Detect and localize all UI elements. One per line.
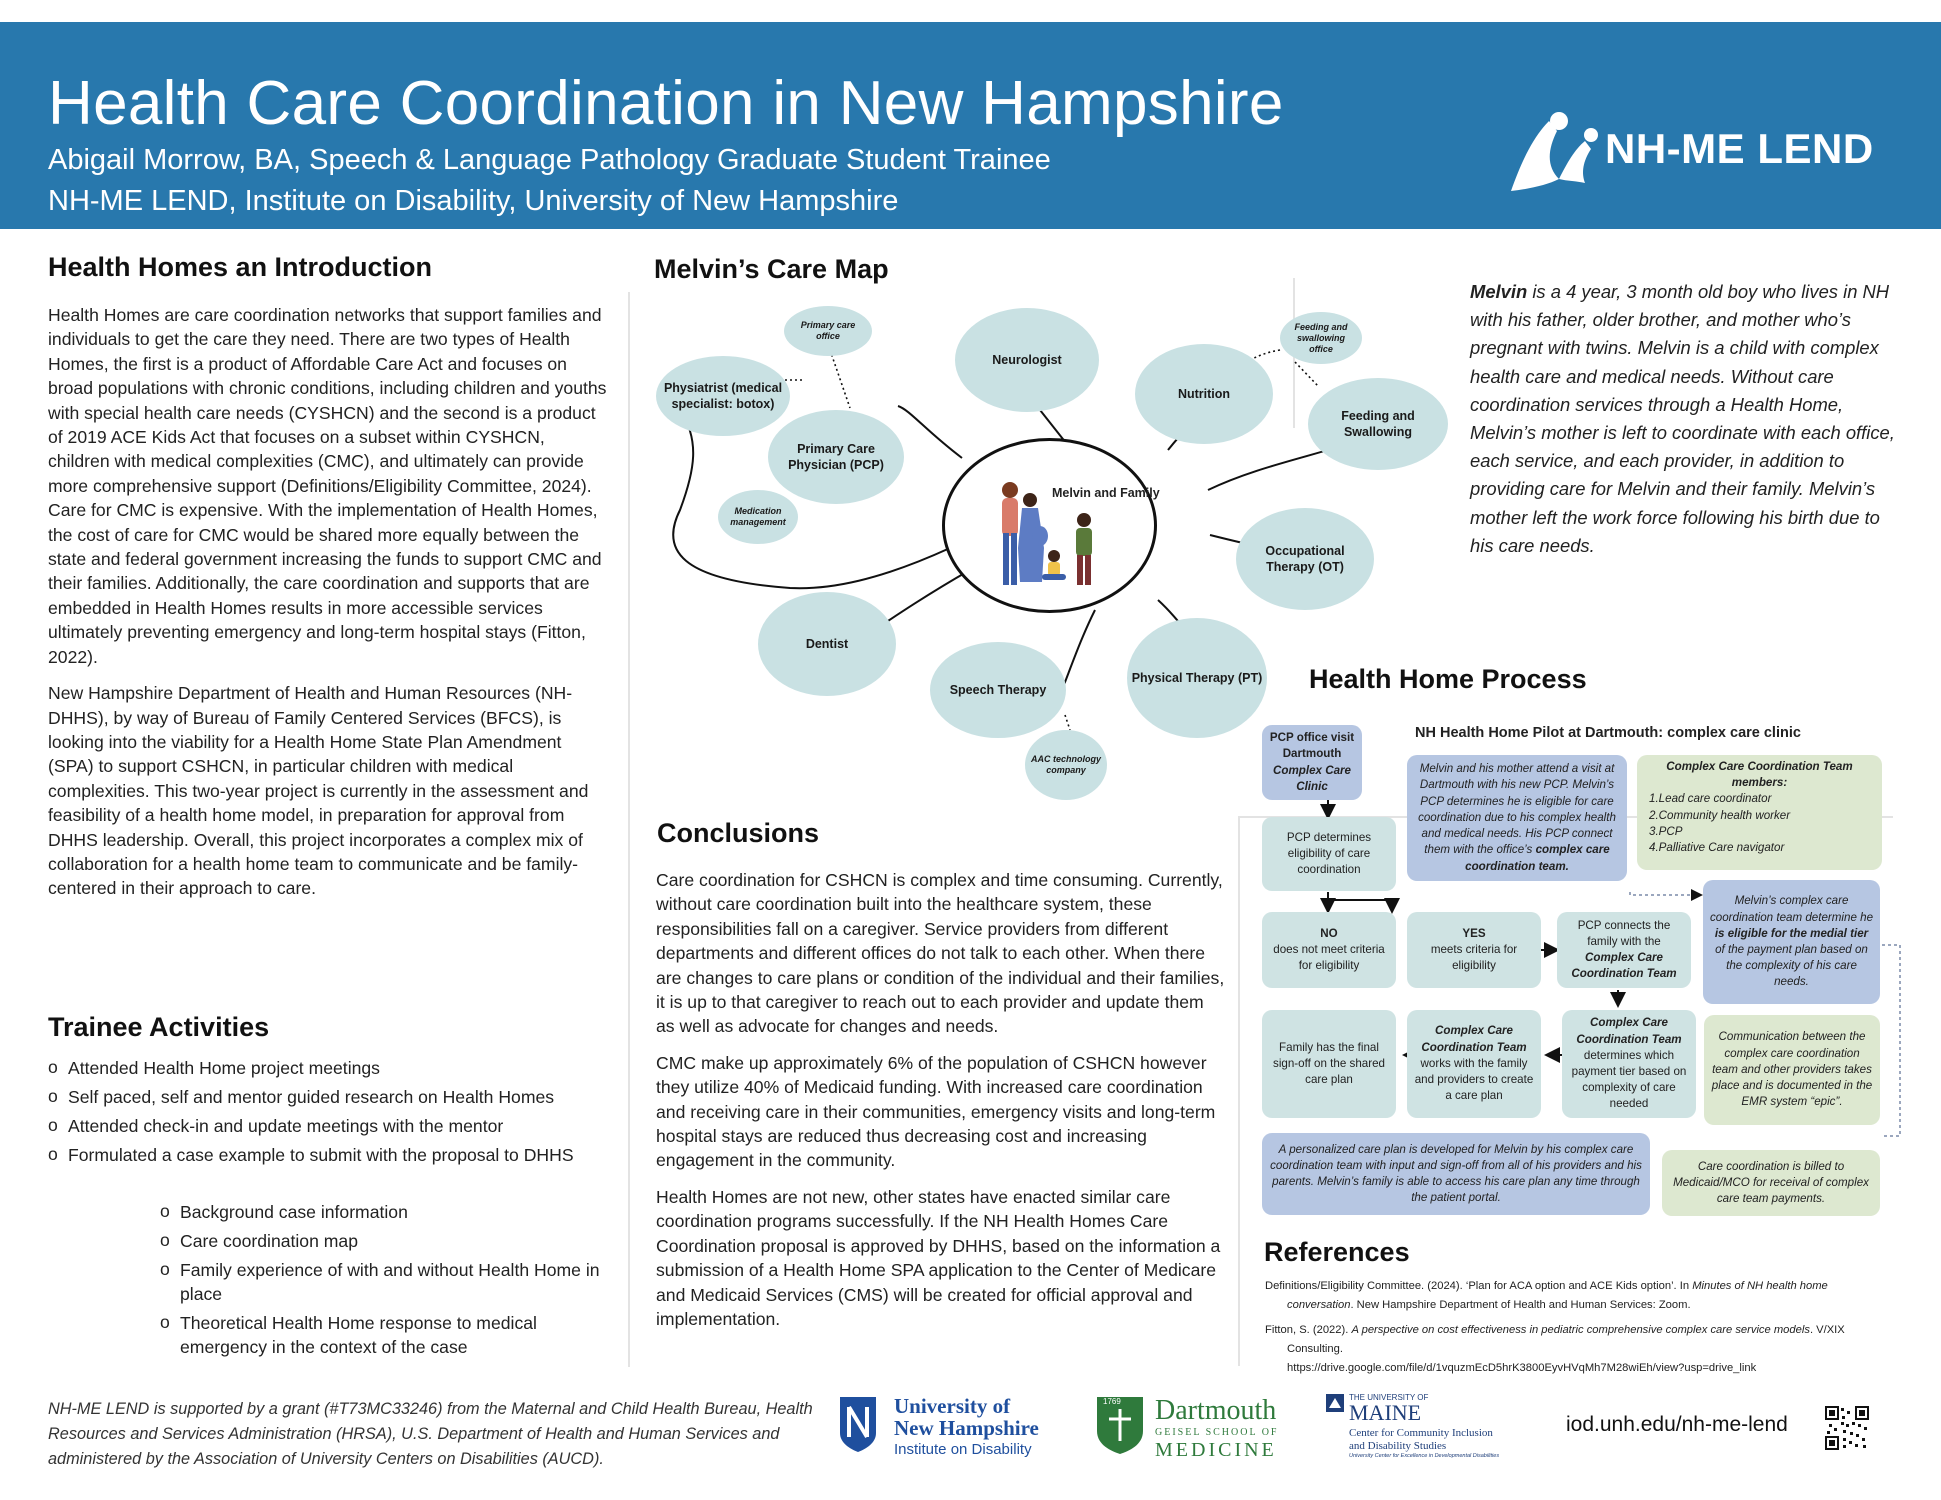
- determines-text: determines which payment tier based on complexity of care needed: [1571, 1048, 1687, 1111]
- determines-emph: Complex Care Coordination Team: [1576, 1016, 1682, 1046]
- affiliation-line: NH-ME LEND, Institute on Disability, University of New Hampshire: [48, 185, 899, 217]
- conclusions-paragraph-1: Care coordination for CSHCN is complex and time consuming. Currently, without care coordination built into the healthcare system, these responsibilities fall on a caregiver. Service providers from different departments and different offices do not talk to each other. When there are changes to care plans or condition of the individual and their families, it is up to that caregiver to reach out to each provider and update them as well as advocate for changes and needs.: [656, 870, 1225, 1037]
- umaine-seal-icon: [1325, 1393, 1345, 1413]
- conclusions-title: Conclusions: [657, 818, 820, 848]
- list-item: o Self paced, self and mentor guided research on Health Homes: [48, 1085, 628, 1109]
- visit-desc-emph: complex care coordination team.: [1465, 843, 1610, 873]
- yes-eligibility: [1407, 912, 1541, 988]
- node-feeding-office: Feeding and swallowing office: [1280, 312, 1362, 364]
- works-emph: Complex Care Coordination Team: [1421, 1024, 1527, 1054]
- list-item: o Family experience of with and without Health Home in place: [160, 1258, 600, 1306]
- pcp-visit-line-2: Complex Care Clinic: [1273, 763, 1351, 793]
- dartmouth-line-1: Dartmouth: [1155, 1395, 1277, 1426]
- tier-text-1: Melvin’s complex care coordination team determine he: [1709, 894, 1874, 924]
- works-text: works with the family and providers to create a care plan: [1414, 1056, 1534, 1103]
- team-member: 3.PCP: [1649, 824, 1683, 838]
- no-text: does not meet criteria for eligibility: [1273, 942, 1385, 973]
- node-nutrition: Nutrition: [1135, 344, 1273, 444]
- process-subtitle: NH Health Home Pilot at Dartmouth: complex care clinic: [1415, 725, 1801, 741]
- ref2-url[interactable]: https://drive.google.com/file/d/1vquzmEcD5hrK3800EyvHVqMh7M28wiEh/view?usp=drive_link: [1287, 1362, 1757, 1374]
- team-member: 4.Palliative Care navigator: [1649, 841, 1785, 855]
- list-item: o Care coordination map: [160, 1229, 600, 1253]
- melvin-description: [1470, 278, 1905, 560]
- ref1-c: . New Hampshire Department of Health and Human Services: Zoom.: [1350, 1299, 1691, 1311]
- column-divider: [1238, 816, 1240, 1366]
- yes-label: YES: [1462, 926, 1486, 940]
- connects-text: PCP connects the family with the: [1577, 918, 1671, 948]
- umaine-logo: [1325, 1393, 1545, 1465]
- umaine-line-1: THE UNIVERSITY OF: [1349, 1393, 1429, 1402]
- team-title-suffix: :: [1783, 776, 1788, 790]
- tier-text-emph: is eligible for the medial tier: [1714, 926, 1869, 940]
- reference-2: [1265, 1321, 1875, 1378]
- node-physiatrist: Physiatrist (medical specialist: botox): [656, 356, 790, 436]
- node-pt: Physical Therapy (PT): [1127, 618, 1267, 738]
- references-title: References: [1264, 1237, 1410, 1267]
- pcp-determines: PCP determines eligibility of care coordination: [1262, 817, 1396, 891]
- poster-title: Health Care Coordination in New Hampshire: [48, 69, 1284, 138]
- author-line: Abigail Morrow, BA, Speech & Language Pathology Graduate Student Trainee: [48, 144, 1051, 176]
- node-speech: Speech Therapy: [930, 642, 1066, 738]
- column-divider: [628, 292, 630, 1367]
- personalized-plan: A personalized care plan is developed for Melvin by his complex care coordination team with input and sign-off from all of his providers and his parents. Melvin’s family is able to access his care plan any time through the patient portal.: [1262, 1133, 1650, 1215]
- node-dentist: Dentist: [758, 592, 896, 696]
- grant-statement: NH-ME LEND is supported by a grant (#T73MC33246) from the Maternal and Child Health Bureau, Health Resources and Services Administration (HRSA), U.S. Department of Health and Human Services and administered by the Association of University Centers on Disabilities (AUCD).: [48, 1400, 813, 1468]
- yes-text: meets criteria for eligibility: [1430, 942, 1518, 973]
- center-label: Melvin and Family: [1052, 486, 1160, 500]
- connects-emph: Complex Care Coordination Team: [1571, 951, 1677, 981]
- team-determines: [1562, 1010, 1696, 1118]
- website-url[interactable]: iod.unh.edu/nh-me-lend: [1566, 1413, 1788, 1436]
- list-item: o Attended Health Home project meetings: [48, 1056, 628, 1080]
- ref1-a: Definitions/Eligibility Committee. (2024). ‘Plan for ACA option and ACE Kids option’. In: [1265, 1280, 1693, 1292]
- family-signoff: Family has the final sign-off on the shared care plan: [1262, 1010, 1396, 1118]
- unh-line-3: Institute on Disability: [894, 1441, 1032, 1458]
- nh-me-lend-logo: [1505, 107, 1885, 197]
- pcp-visit-line-1: PCP office visit Dartmouth: [1269, 731, 1355, 761]
- intro-body: [48, 303, 608, 913]
- team-member: 2.Community health worker: [1649, 808, 1791, 822]
- umaine-line-2: MAINE: [1349, 1400, 1422, 1425]
- umaine-line-5: University Center for Excellence in Developmental Disabilities: [1349, 1453, 1500, 1459]
- conclusions-paragraph-3: Health Homes are not new, other states have enacted similar care coordination programs successfully. If the NH Health Homes Care Coordination proposal is approved by DHHS, based on the information a submission of a Health Home SPA application to the Center of Medicare and Medicaid Services (CMS) will be created for official approval and implementation.: [656, 1186, 1221, 1329]
- team-title: Complex Care Coordination Team members: [1666, 760, 1853, 790]
- intro-paragraph-1: Health Homes are care coordination networks that support families and individuals to get the care they need. There are two types of Health Homes, the first is a product of Affordable Care Act and focuses on broad populations with chronic conditions, including children and youths with special health care needs (CYSHCN) and the second is a product of 2019 ACE Kids Act that focuses on a subset within CYSHCN, children with medical complexities (CMC), and ultimately can provide more comprehensive support (Definitions/Eligibility Committee, 2024). Care for CMC is expensive. With the implementation of Health Homes, the cost of care for CMC would be shared more equally between the state and federal government increasing the funds to support CMC and their families. Additionally, the care coordination and supports that are embedded in Health Homes results in more accessible services ultimately preventing emergency and long-term hospital stays (Fitton, 2022).: [48, 305, 607, 667]
- intro-paragraph-2: New Hampshire Department of Health and Human Resources (NH-DHHS), by way of Bureau of Family Centered Services (BFCS), is looking into the viability for a Health Home State Plan Amendment (SPA) to support CSHCN, in particular children with medical complexities. This two-year project is currently in the assessment and feasibility of a health home model, in preparation for approval from DHHS leadership. Overall, this project incorporates a complex mix of collaboration for a health home team to communicate and be family-centered in their approach to care.: [48, 683, 589, 899]
- list-item: o Background case information: [160, 1200, 600, 1224]
- node-feeding: Feeding and Swallowing: [1308, 378, 1448, 470]
- node-medication: Medication management: [718, 490, 798, 544]
- umaine-line-4: and Disability Studies: [1349, 1440, 1447, 1452]
- visit-description: [1407, 755, 1627, 881]
- node-primary-care-office: Primary care office: [784, 306, 872, 356]
- list-item: o Formulated a case example to submit with the proposal to DHHS: [48, 1143, 628, 1167]
- list-item: o Attended check-in and update meetings with the mentor: [48, 1114, 628, 1138]
- no-label: NO: [1320, 926, 1338, 940]
- node-ot: Occupational Therapy (OT): [1236, 508, 1374, 610]
- node-neurologist: Neurologist: [955, 308, 1099, 412]
- team-members-box: [1637, 755, 1882, 870]
- caremap-title: Melvin’s Care Map: [654, 254, 889, 284]
- pcp-connects: [1557, 912, 1691, 988]
- unh-line-1: University of: [894, 1394, 1011, 1418]
- team-works: [1407, 1010, 1541, 1118]
- trainee-title: Trainee Activities: [48, 1012, 270, 1042]
- trainee-list: [48, 1056, 628, 1172]
- tier-text-2: of the payment plan based on the complexity of his care needs.: [1715, 943, 1868, 989]
- dartmouth-logo: [1095, 1395, 1305, 1465]
- visit-desc-text: Melvin and his mother attend a visit at Dartmouth with his new PCP. Melvin’s PCP determines he is eligible for care coordination due to his complex health and medical needs. His PCP connect them with the office’s: [1418, 762, 1616, 857]
- qr-code-icon[interactable]: [1825, 1406, 1869, 1450]
- poster-header: [0, 22, 1941, 229]
- node-aac: AAC technology company: [1025, 730, 1107, 800]
- ref2-a: Fitton, S. (2022).: [1265, 1324, 1352, 1336]
- dartmouth-seal-year: 1769: [1103, 1397, 1121, 1406]
- reference-1: [1265, 1277, 1875, 1315]
- conclusions-paragraph-2: CMC make up approximately 6% of the population of CSHCN however they utilize 40% of Medicaid funding. With increased care coordination and receiving care in their communities, emergency visits and long-term hospital stays are reduced thus decreasing cost and increasing engagement in the community.: [656, 1052, 1216, 1171]
- melvin-description-text: is a 4 year, 3 month old boy who lives in NH with his father, older brother, and mother who’s pregnant with twins. Melvin is a child with complex health care and medical needs. Without care coordination services through a Health Home, Melvin’s mother is left to coordinate with each office, each service, and each provider, in addition to providing care for Melvin and their family. Melvin’s mother left the work force following his birth due to his care needs.: [1470, 281, 1895, 556]
- logo-text: NH-ME LEND: [1605, 125, 1874, 172]
- team-member: 1.Lead care coordinator: [1649, 792, 1772, 806]
- conclusions-body: [656, 868, 1226, 1343]
- trainee-sublist: [160, 1200, 600, 1364]
- ref2-c: . V/XIX Consulting.: [1287, 1324, 1845, 1355]
- ref1-b: Minutes of NH health home conversation: [1287, 1280, 1828, 1311]
- references-list: [1265, 1277, 1875, 1384]
- lend-figure-icon: [1505, 107, 1605, 197]
- unh-line-2: New Hampshire: [894, 1416, 1039, 1440]
- billing-box: Care coordination is billed to Medicaid/MCO for receival of complex care team payments.: [1662, 1150, 1880, 1216]
- unh-logo: [838, 1395, 1078, 1465]
- pcp-office-visit: [1262, 725, 1362, 800]
- melvin-name: Melvin: [1470, 281, 1528, 302]
- family-illustration: [990, 478, 1110, 598]
- unh-shield-icon: [838, 1395, 878, 1453]
- dartmouth-line-3: MEDICINE: [1155, 1439, 1277, 1461]
- umaine-line-3: Center for Community Inclusion: [1349, 1427, 1493, 1439]
- list-item: o Theoretical Health Home response to medical emergency in the context of the case: [160, 1311, 600, 1359]
- no-eligibility: [1262, 912, 1396, 988]
- node-pcp: Primary Care Physician (PCP): [768, 410, 904, 504]
- communication-box: Communication between the complex care coordination team and other providers takes place and is documented in the EMR system “epic”.: [1704, 1015, 1880, 1125]
- process-title: Health Home Process: [1309, 664, 1587, 694]
- dartmouth-line-2: GEISEL SCHOOL OF: [1155, 1427, 1279, 1438]
- ref2-b: A perspective on cost effectiveness in pediatric comprehensive complex care service models: [1351, 1324, 1810, 1336]
- intro-title: Health Homes an Introduction: [48, 252, 433, 282]
- payment-tier-box: [1703, 880, 1880, 1004]
